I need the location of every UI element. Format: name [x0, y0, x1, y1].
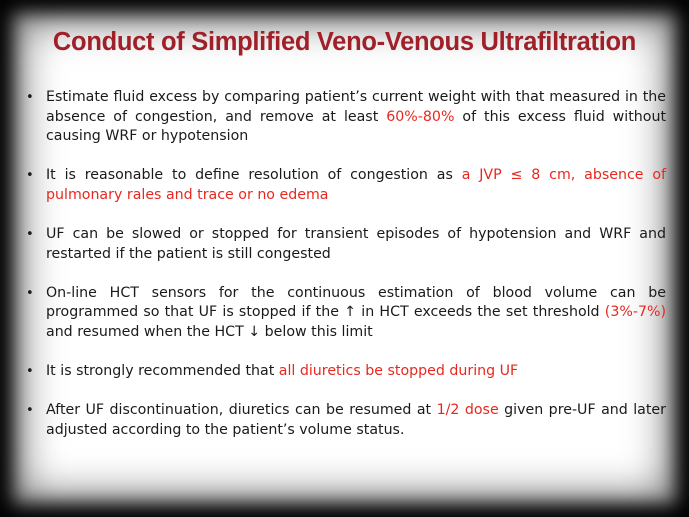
bullet-list [26, 88, 666, 460]
bullet-text: and resumed when the HCT ↓ below this limit [46, 323, 373, 340]
bullet-highlight: a JVP ≤ 8 cm, absence of pulmonary rales and trace or no edema [46, 167, 666, 203]
bullet-highlight: (3%-7%) [604, 304, 666, 321]
bullet-text: Estimate fluid excess by comparing patient’s current weight with that measured in the absence of congestion, and remove at least [46, 89, 666, 125]
bullet-item-fluid-excess [26, 88, 666, 147]
bullet-text: UF can be slowed or stopped for transient episodes of hypotension and WRF and restarted if the patient is still congested [46, 225, 666, 262]
bullet-item-hct-sensors [26, 284, 666, 343]
bullet-dot-icon: • [26, 363, 34, 379]
bullet-highlight: all diuretics be stopped during UF [278, 362, 519, 379]
bullet-item-resolution [26, 166, 666, 205]
bullet-text: of this excess fluid without causing WRF or hypotension [46, 108, 667, 145]
bullet-dot-icon: • [26, 90, 34, 105]
bullet-item-diuretics-stopped [26, 362, 666, 382]
bullet-text: given pre-UF and later adjusted according to the patient’s volume status. [46, 402, 666, 438]
bullet-text: After UF discontinuation, diuretics can be resumed at [46, 402, 437, 419]
bullet-dot-icon: • [26, 226, 34, 242]
bullet-text: It is reasonable to define resolution of congestion as [46, 167, 462, 184]
bullet-text: On-line HCT sensors for the continuous estimation of blood volume can be programmed so that UF is stopped if the ↑ in HCT exceeds the set threshold [46, 284, 666, 321]
bullet-highlight: 60%-80% [386, 108, 455, 125]
slide-title: Conduct of Simplified Veno-Venous Ultrafiltration [52, 28, 637, 56]
bullet-dot-icon: • [26, 285, 34, 301]
bullet-dot-icon: • [26, 403, 34, 419]
bullet-dot-icon: • [26, 168, 34, 184]
bullet-item-uf-slowed [26, 225, 666, 264]
bullet-highlight: 1/2 dose [436, 402, 499, 419]
bullet-item-after-uf [26, 401, 666, 440]
bullet-text: It is strongly recommended that [46, 362, 279, 379]
